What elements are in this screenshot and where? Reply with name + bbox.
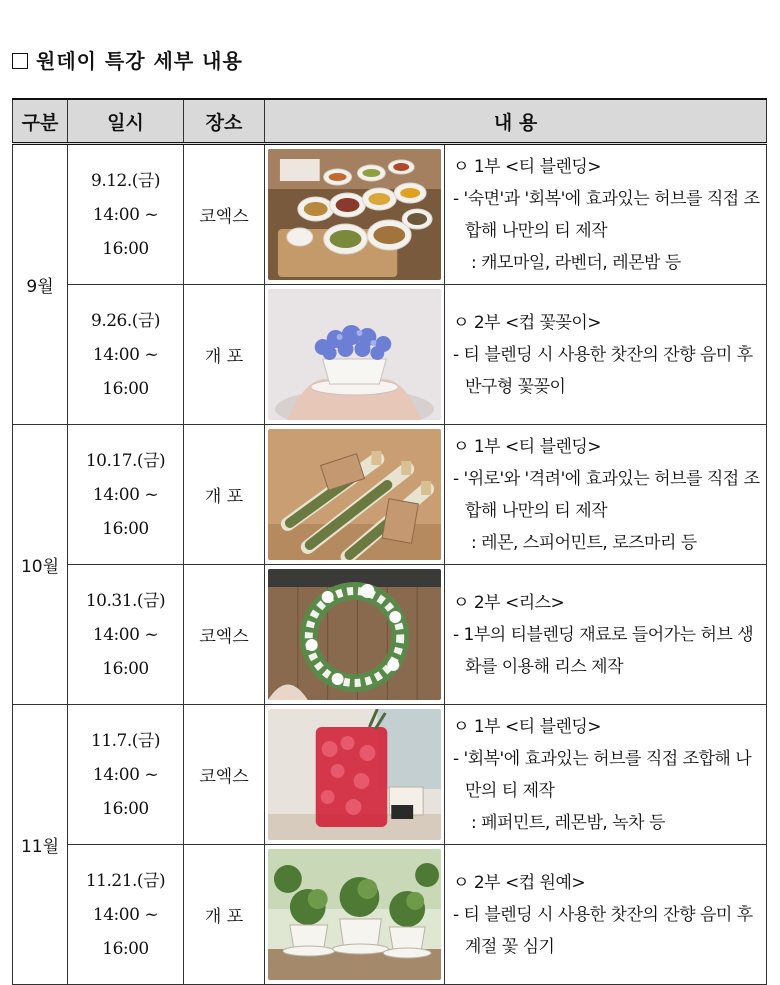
header-content: 내 용 <box>265 99 767 144</box>
place-cell: 코엑스 <box>184 705 265 845</box>
part2-heading: ㅇ 2부 <컵 꽃꽂이> <box>453 312 602 333</box>
place-cell: 코엑스 <box>184 565 265 705</box>
part2-heading: ㅇ 2부 <리스> <box>453 592 565 613</box>
schedule-table <box>12 98 767 985</box>
photo-cell <box>265 845 445 985</box>
place-cell: 개 포 <box>184 845 265 985</box>
table-row <box>13 565 767 705</box>
session-date: 11.21.(금) <box>85 870 166 891</box>
page-title <box>12 45 243 74</box>
red-herbal-tea-glass-image <box>268 709 441 840</box>
part2-description: - 티 블렌딩 시 사용한 찻잔의 잔향 음미 후 반구형 꽃꽂이 <box>453 344 753 397</box>
photo-cell <box>265 285 445 425</box>
date-cell <box>68 705 184 845</box>
part2-heading: ㅇ 2부 <컵 원예> <box>453 872 586 893</box>
photo-cell <box>265 425 445 565</box>
session-time: 14:00 ~ 16:00 <box>92 904 159 959</box>
date-cell <box>68 144 184 285</box>
herb-wreath-image <box>268 569 441 700</box>
part1-heading: ㅇ 1부 <티 블렌딩> <box>453 156 602 177</box>
date-cell <box>68 565 184 705</box>
table-row <box>13 425 767 565</box>
session-time: 14:00 ~ 16:00 <box>92 344 159 399</box>
page-title-text: 원데이 특강 세부 내용 <box>36 49 243 73</box>
part1-description: - '숙면'과 '회복'에 효과있는 허브를 직접 조합해 나만의 티 제작 <box>453 188 760 241</box>
session-time: 14:00 ~ 16:00 <box>92 764 159 819</box>
photo-cell <box>265 144 445 285</box>
photo-cell <box>265 705 445 845</box>
teacup-flower-arrangement-image <box>268 289 441 420</box>
session-time: 14:00 ~ 16:00 <box>92 204 159 259</box>
session-time: 14:00 ~ 16:00 <box>92 624 159 679</box>
part1-heading: ㅇ 1부 <티 블렌딩> <box>453 436 602 457</box>
place-cell: 개 포 <box>184 425 265 565</box>
month-cell: 10월 <box>13 425 68 705</box>
date-cell <box>68 425 184 565</box>
part1-description: - '위로'와 '격려'에 효과있는 허브를 직접 조합해 나만의 티 제작 <box>453 468 760 521</box>
part1-ingredients: : 레몬, 스피어민트, 로즈마리 등 <box>471 532 697 553</box>
place-cell: 코엑스 <box>184 144 265 285</box>
part1-ingredients: : 페퍼민트, 레몬밤, 녹차 등 <box>471 812 665 833</box>
herbal-tea-blending-bowls-image <box>268 149 441 280</box>
content-cell <box>445 425 767 565</box>
header-datetime: 일시 <box>68 99 184 144</box>
table-row <box>13 144 767 285</box>
session-date: 9.12.(금) <box>91 170 160 191</box>
header-category: 구분 <box>13 99 68 144</box>
content-cell <box>445 285 767 425</box>
teacup-herb-garden-image <box>268 849 441 980</box>
header-place: 장소 <box>184 99 265 144</box>
herb-test-tubes-image <box>268 429 441 560</box>
month-cell: 9월 <box>13 144 68 425</box>
part1-ingredients: : 캐모마일, 라벤더, 레몬밤 등 <box>471 252 681 273</box>
session-date: 10.31.(금) <box>85 590 166 611</box>
session-date: 10.17.(금) <box>85 450 166 471</box>
date-cell <box>68 845 184 985</box>
part1-description: - '회복'에 효과있는 허브를 직접 조합해 나만의 티 제작 <box>453 748 752 801</box>
table-row <box>13 845 767 985</box>
session-time: 14:00 ~ 16:00 <box>92 484 159 539</box>
checkbox-square-icon <box>12 53 28 69</box>
content-cell <box>445 845 767 985</box>
month-cell: 11월 <box>13 705 68 985</box>
table-row <box>13 285 767 425</box>
table-header-row <box>13 99 767 144</box>
part1-heading: ㅇ 1부 <티 블렌딩> <box>453 716 602 737</box>
place-cell: 개 포 <box>184 285 265 425</box>
content-cell <box>445 705 767 845</box>
part2-description: - 티 블렌딩 시 사용한 찻잔의 잔향 음미 후 계절 꽃 심기 <box>453 904 753 957</box>
part2-description: - 1부의 티블렌딩 재료로 들어가는 허브 생화를 이용해 리스 제작 <box>453 624 754 677</box>
table-row <box>13 705 767 845</box>
session-date: 11.7.(금) <box>91 730 160 751</box>
content-cell <box>445 565 767 705</box>
photo-cell <box>265 565 445 705</box>
date-cell <box>68 285 184 425</box>
session-date: 9.26.(금) <box>91 310 160 331</box>
content-cell <box>445 144 767 285</box>
